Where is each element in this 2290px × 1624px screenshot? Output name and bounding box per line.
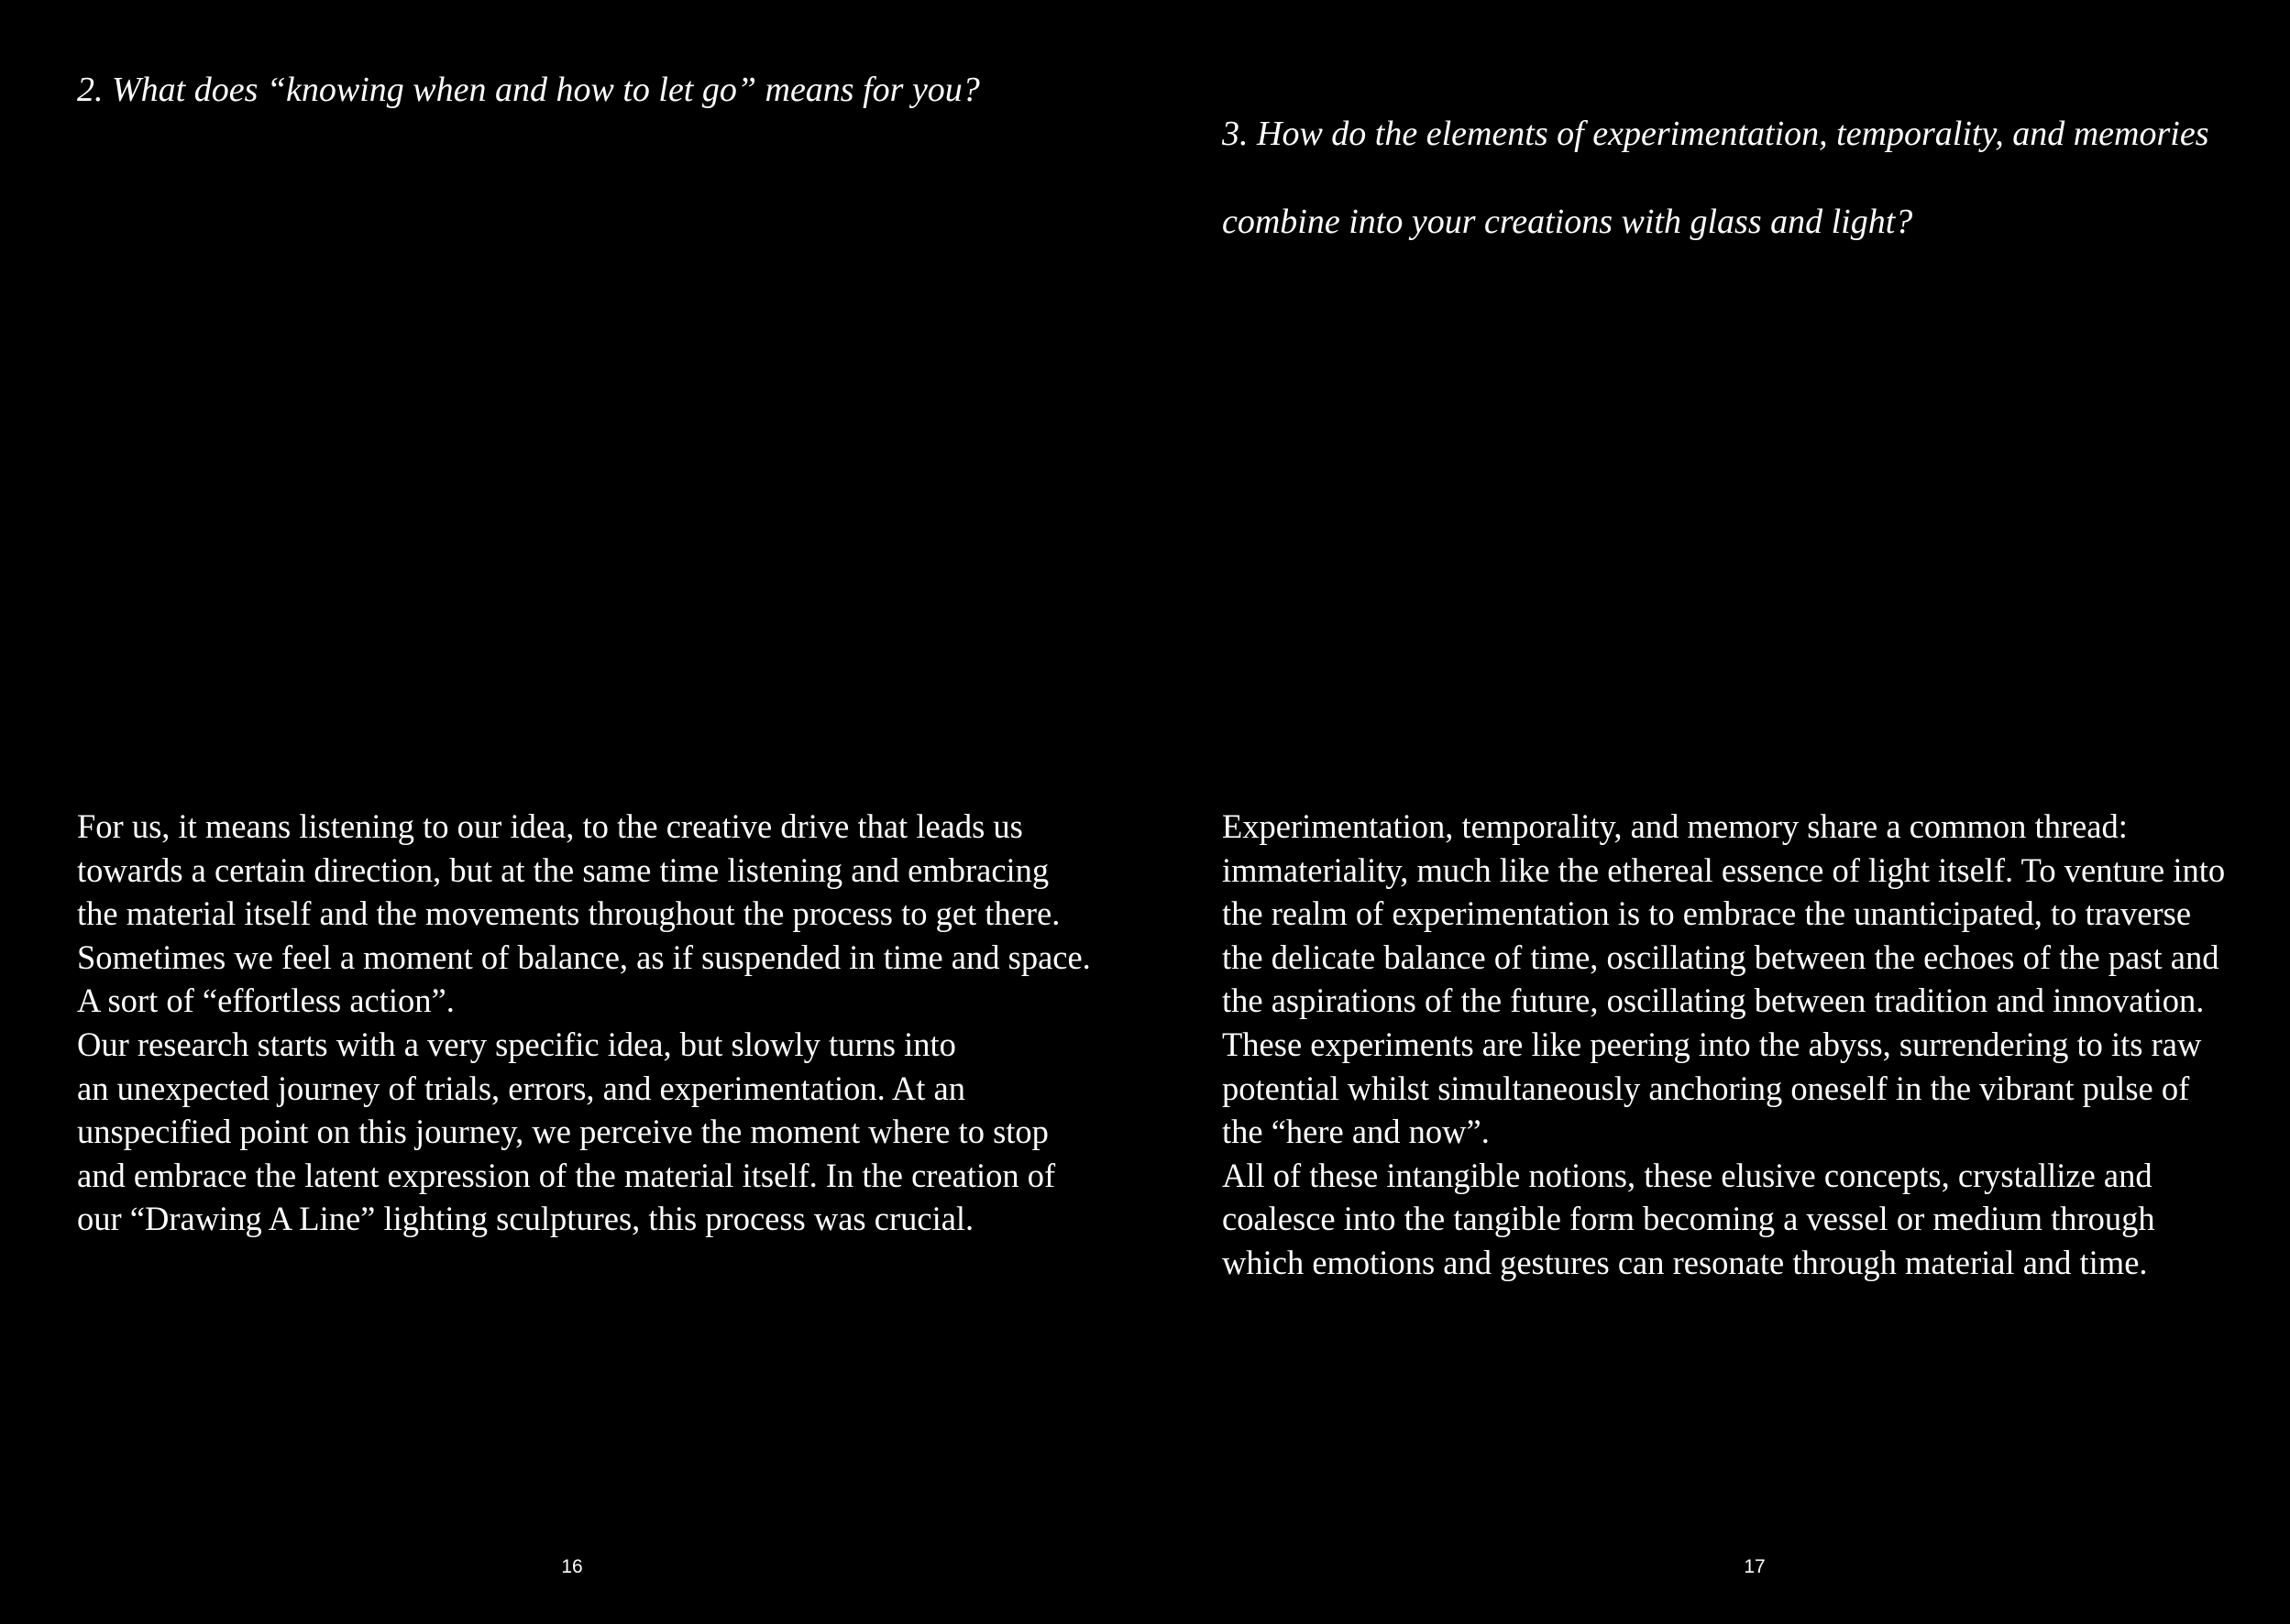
answer-line: towards a certain direction, but at the same time listening and embracing [77, 850, 1050, 889]
answer-line: and embrace the latent expression of the material itself. In the creation of [77, 1156, 1056, 1194]
answer-line: For us, it means listening to our idea, to the creative drive that leads us [77, 807, 1023, 845]
answer-line: the “here and now”. [1222, 1113, 1490, 1151]
answer-line: which emotions and gestures can resonate through material and time. [1222, 1243, 2148, 1281]
answer-line: Experimentation, temporality, and memory share a common thread: [1222, 807, 2128, 845]
answer-line: Our research starts with a very specific idea, but slowly turns into [77, 1025, 956, 1063]
answer-line: All of these intangible notions, these elusive concepts, crystallize and [1222, 1156, 2152, 1194]
answer-line: coalesce into the tangible form becoming a vessel or medium through [1222, 1200, 2155, 1238]
page-number: 16 [561, 1556, 583, 1577]
answer-line: the realm of experimentation is to embrace the unanticipated, to traverse [1222, 894, 2192, 933]
answer-line: the aspirations of the future, oscillating between tradition and innovation. [1222, 982, 2205, 1020]
question-heading: 2. What does “knowing when and how to let go” means for you? [77, 71, 980, 109]
page-number: 17 [1744, 1556, 1766, 1577]
answer-line: the material itself and the movements throughout the process to get there. [77, 894, 1061, 933]
answer-line: immateriality, much like the ethereal essence of light itself. To venture into [1222, 850, 2226, 889]
answer-paragraph [1222, 805, 2267, 1285]
question-line: 3. How do the elements of experimentation, temporality, and memories [1222, 115, 2209, 153]
answer-line: A sort of “effortless action”. [77, 982, 455, 1020]
question-heading [1222, 68, 2249, 288]
answer-paragraph [77, 805, 1104, 1241]
answer-line: unspecified point on this journey, we perceive the moment where to stop [77, 1113, 1049, 1151]
answer-line: Sometimes we feel a moment of balance, as if suspended in time and space. [77, 938, 1091, 976]
question-line: combine into your creations with glass and light? [1222, 203, 1913, 241]
answer-line: the delicate balance of time, oscillating between the echoes of the past and [1222, 938, 2219, 976]
answer-line: potential whilst simultaneously anchoring oneself in the vibrant pulse of [1222, 1069, 2190, 1107]
answer-line: our “Drawing A Line” lighting sculptures, this process was crucial. [77, 1200, 974, 1238]
right-page [1145, 0, 2290, 1624]
answer-line: These experiments are like peering into the abyss, surrendering to its raw [1222, 1025, 2202, 1063]
answer-line: an unexpected journey of trials, errors, and experimentation. At an [77, 1069, 965, 1107]
